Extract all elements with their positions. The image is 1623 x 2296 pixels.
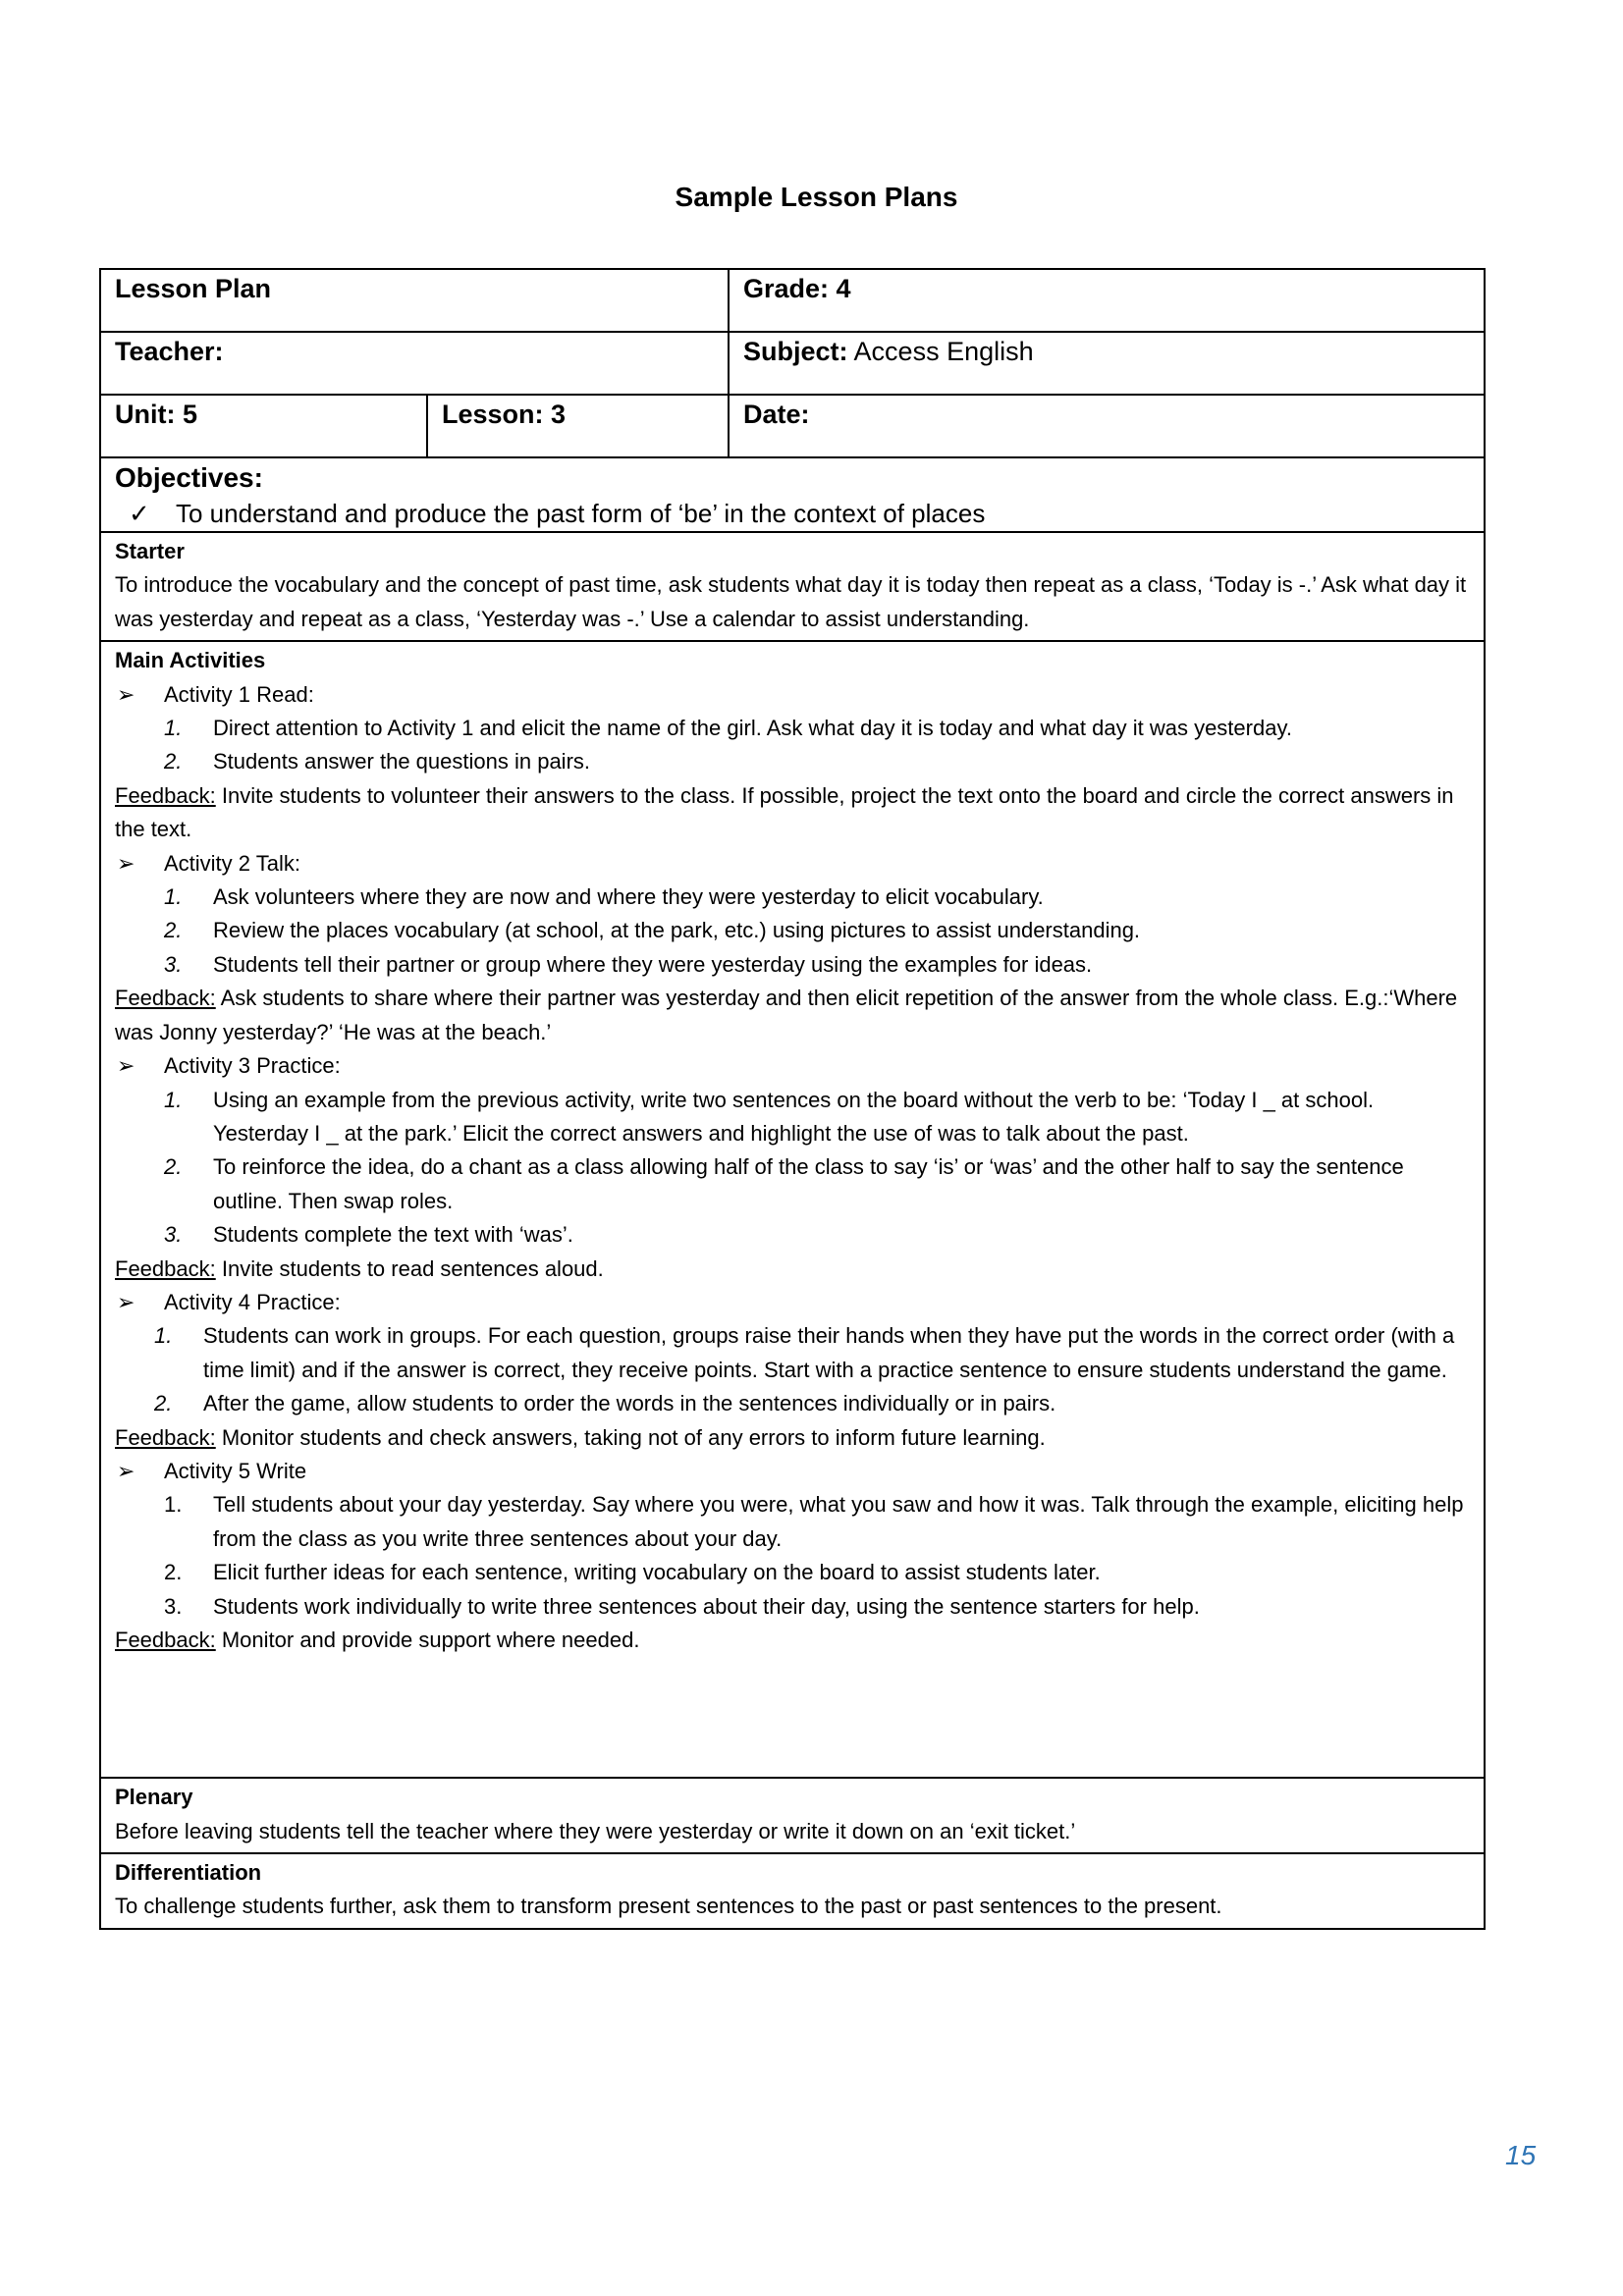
item-text: Elicit further ideas for each sentence, writing vocabulary on the board to assist students later. xyxy=(213,1560,1101,1585)
date-cell xyxy=(729,395,1485,457)
plenary-cell xyxy=(100,1778,1485,1853)
feedback-text: Invite students to read sentences aloud. xyxy=(215,1255,604,1281)
starter-heading: Starter xyxy=(115,539,185,563)
arrow-bullet-icon: ➢ xyxy=(117,1458,135,1483)
check-icon: ✓ xyxy=(129,499,150,528)
main-activities-heading: Main Activities xyxy=(115,648,266,673)
arrow-bullet-icon: ➢ xyxy=(117,681,135,707)
item-number: 1. xyxy=(164,1492,183,1518)
unit-label: Unit: 5 xyxy=(115,400,197,429)
feedback-label: Feedback: xyxy=(115,1255,216,1281)
feedback xyxy=(115,1421,1470,1455)
item-number: 2. xyxy=(164,1154,183,1180)
teacher-label: Teacher: xyxy=(115,337,224,366)
activity-3-title xyxy=(115,1049,1470,1083)
item-number: 2. xyxy=(164,749,183,774)
lesson-plan-label: Lesson Plan xyxy=(115,274,272,303)
list-item xyxy=(115,1556,1470,1589)
feedback xyxy=(115,779,1470,847)
page-title: Sample Lesson Plans xyxy=(675,182,958,212)
activity-title: Activity 5 Write xyxy=(164,1458,307,1483)
differentiation-heading: Differentiation xyxy=(115,1860,262,1886)
feedback-label: Feedback: xyxy=(115,782,216,808)
item-text: Students tell their partner or group where they were yesterday using the examples for ideas. xyxy=(213,951,1093,977)
feedback xyxy=(115,1624,1470,1657)
list-item xyxy=(115,1488,1470,1556)
activity-title: Activity 2 Talk: xyxy=(164,850,300,876)
list-item xyxy=(115,1319,1470,1387)
list-item xyxy=(115,1150,1470,1218)
lesson-plan-table xyxy=(99,268,1486,1930)
date-label: Date: xyxy=(743,400,810,429)
differentiation-text: To challenge students further, ask them to transform present sentences to the past or past sentences to the present. xyxy=(115,1894,1222,1919)
starter-text: To introduce the vocabulary and the concept of past time, ask students what day it is today then repeat as a class, ‘Today is -.’ Ask what day it was yesterday and repeat as a class, ‘Yesterday was -.’ Use a calendar to assist understanding. xyxy=(115,572,1467,631)
page-number: 15 xyxy=(1505,2140,1537,2170)
item-text: Direct attention to Activity 1 and elicit the name of the girl. Ask what day it is today and what day it was yesterday. xyxy=(213,716,1292,741)
lesson-label: Lesson: 3 xyxy=(442,400,567,429)
lesson-plan-cell xyxy=(100,269,729,332)
item-text: Students can work in groups. For each question, groups raise their hands when they have put the words in the correct order (with a time limit) and if the answer is correct, they receive points. Start with a practice sentence to ensure students understand the game. xyxy=(203,1323,1455,1382)
feedback-text: Invite students to volunteer their answers to the class. If possible, project the text onto the board and circle the correct answers in the text. xyxy=(115,782,1454,842)
list-item xyxy=(115,948,1470,982)
feedback-label: Feedback: xyxy=(115,1628,216,1652)
activity-1-title xyxy=(115,678,1470,712)
list-item xyxy=(115,881,1470,914)
activity-2-title xyxy=(115,847,1470,881)
plenary-heading: Plenary xyxy=(115,1785,193,1810)
activity-title: Activity 4 Practice: xyxy=(164,1289,341,1314)
item-number: 2. xyxy=(154,1391,173,1416)
feedback xyxy=(115,1253,1470,1286)
subject-label: Subject: xyxy=(743,337,848,366)
list-item xyxy=(115,745,1470,778)
objectives-heading: Objectives: xyxy=(115,462,263,493)
grade-label: Grade: 4 xyxy=(743,274,851,303)
list-item xyxy=(115,914,1470,947)
item-text: Using an example from the previous activity, write two sentences on the board without the verb to be: ‘Today I _ at school. Yesterday I _ at the park.’ Elicit the correct answers and highlight the use of was to talk about the past. xyxy=(213,1087,1375,1146)
activity-title: Activity 3 Practice: xyxy=(164,1053,341,1079)
item-number: 3. xyxy=(164,1222,183,1248)
item-text: Students complete the text with ‘was’. xyxy=(213,1222,573,1248)
list-item xyxy=(115,1387,1470,1420)
subject-value: Access English xyxy=(847,337,1034,366)
lesson-cell xyxy=(427,395,729,457)
item-text: Review the places vocabulary (at school, at the park, etc.) using pictures to assist understanding. xyxy=(213,918,1141,943)
item-text: Students work individually to write three sentences about their day, using the sentence starters for help. xyxy=(213,1593,1200,1619)
item-number: 3. xyxy=(164,951,183,977)
unit-cell xyxy=(100,395,427,457)
differentiation-cell xyxy=(100,1853,1485,1929)
item-number: 1. xyxy=(154,1323,173,1349)
item-number: 3. xyxy=(164,1593,183,1619)
list-item xyxy=(115,1084,1470,1151)
item-text: Ask volunteers where they are now and where they were yesterday to elicit vocabulary. xyxy=(213,884,1044,910)
feedback-text: Monitor students and check answers, taking not of any errors to inform future learning. xyxy=(215,1424,1046,1450)
feedback-label: Feedback: xyxy=(115,1424,216,1450)
item-text: To reinforce the idea, do a chant as a class allowing half of the class to say ‘is’ or ‘was’ and the other half to say the sentence outline. Then swap roles. xyxy=(213,1154,1404,1213)
feedback-label: Feedback: xyxy=(115,986,216,1011)
grade-cell xyxy=(729,269,1485,332)
item-number: 2. xyxy=(164,1560,183,1585)
activity-5-title xyxy=(115,1455,1470,1488)
item-text: Tell students about your day yesterday. Say where you were, what you saw and how it was. Talk through the example, eliciting help from the class as you write three sentences about your day. xyxy=(213,1492,1464,1551)
list-item xyxy=(115,1590,1470,1624)
arrow-bullet-icon: ➢ xyxy=(117,1289,135,1314)
arrow-bullet-icon: ➢ xyxy=(117,1053,135,1079)
teacher-cell xyxy=(100,332,729,395)
activity-title: Activity 1 Read: xyxy=(164,681,314,707)
item-text: Students answer the questions in pairs. xyxy=(213,749,591,774)
objectives-cell xyxy=(100,457,1485,532)
starter-cell xyxy=(100,532,1485,641)
item-text: After the game, allow students to order the words in the sentences individually or in pairs. xyxy=(203,1391,1056,1416)
feedback-text: Monitor and provide support where needed. xyxy=(215,1628,640,1652)
arrow-bullet-icon: ➢ xyxy=(117,850,135,876)
objective-item xyxy=(115,496,1470,531)
list-item xyxy=(115,1218,1470,1252)
item-number: 1. xyxy=(164,716,183,741)
feedback xyxy=(115,982,1470,1049)
objective-text: To understand and produce the past form of ‘be’ in the context of places xyxy=(176,499,986,528)
list-item xyxy=(115,712,1470,745)
plenary-text: Before leaving students tell the teacher where they were yesterday or write it down on an ‘exit ticket.’ xyxy=(115,1818,1076,1843)
item-number: 1. xyxy=(164,1087,183,1112)
item-number: 1. xyxy=(164,884,183,910)
feedback-text: Ask students to share where their partner was yesterday and then elicit repetition of the answer from the whole class. E.g.:‘Where was Jonny yesterday?’ ‘He was at the beach.’ xyxy=(115,986,1458,1044)
activity-4-title xyxy=(115,1286,1470,1319)
subject-cell xyxy=(729,332,1485,395)
item-number: 2. xyxy=(164,918,183,943)
main-activities-cell xyxy=(100,641,1485,1778)
